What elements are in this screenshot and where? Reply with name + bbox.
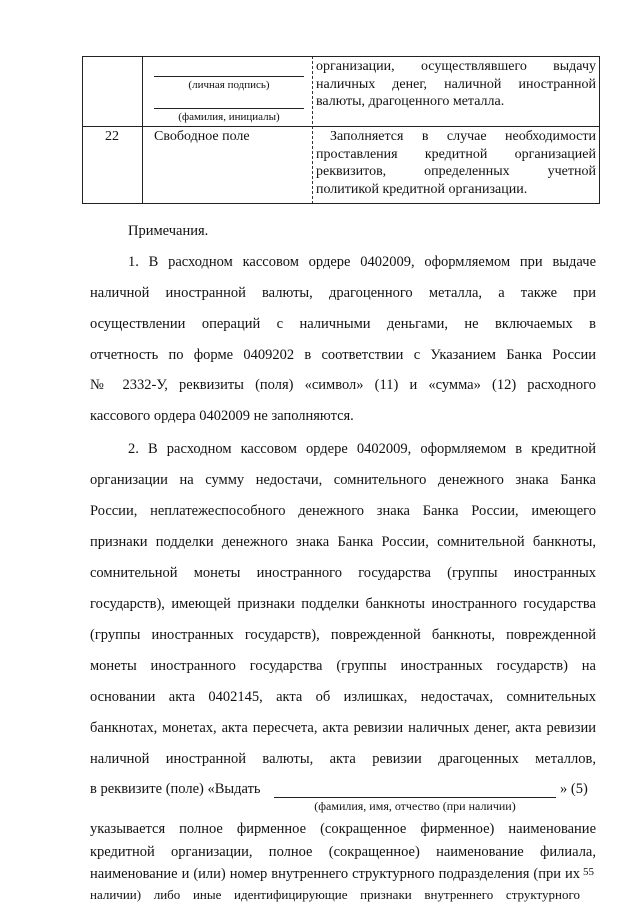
note1-line: № 2332-У, реквизиты (поля) «символ» (11) и «сумма» (12) расходного (90, 377, 596, 393)
note2-line: банкнотах, монетах, акта пересчета, акта ревизии наличных денег, акта ревизии (90, 720, 596, 736)
table-border-right (599, 56, 600, 204)
table-row-divider (82, 126, 600, 127)
description-line: наличных денег, наличной иностранной (316, 76, 596, 92)
continuation-line: кредитной организации, полное (сокращенное) наименование филиала, (90, 844, 596, 860)
issue-field-prefix: в реквизите (поле) «Выдать (90, 781, 261, 797)
note2-line: наличной иностранной валюты, акта ревизии драгоценных металлов, (90, 751, 596, 767)
note1-line: наличной иностранной валюты, драгоценного металла, а также при (90, 285, 596, 301)
continuation-line: указывается полное фирменное (сокращенное фирменное) наименование (90, 821, 596, 837)
page-number: 55 (583, 866, 594, 878)
note2-line: государств), имеющей признаки подделки банкноты иностранного государства (90, 596, 596, 612)
table-column-divider-dashed (312, 56, 314, 204)
description-line: реквизитов, определенных учетной (316, 164, 596, 179)
description-line: политикой кредитной организации. (316, 181, 528, 197)
signature-caption: (личная подпись) (188, 79, 270, 91)
note1-line: 1. В расходном кассовом ордере 0402009, оформляемом при выдаче (128, 254, 596, 270)
note1-line: осуществлении операций с наличными деньгами, не включаемых в (90, 316, 596, 332)
note2-line: монеты иностранного государства (группы иностранных государств) на (90, 658, 596, 674)
row22-description (316, 128, 596, 198)
issue-field-caption: (фамилия, имя, отчество (при наличии) (314, 799, 516, 813)
note1-line: отчетность по форме 0409202 в соответствии с Указанием Банка России (90, 347, 596, 363)
top-row-description (316, 58, 596, 111)
note2-line: организации на сумму недостачи, сомнительного денежного знака Банка (90, 472, 596, 488)
issue-field-suffix: » (5) (560, 781, 588, 797)
note1-line: кассового ордера 0402009 не заполняются. (90, 408, 354, 424)
field-name: Свободное поле (154, 129, 250, 144)
name-line (154, 108, 304, 109)
requisites-table (82, 56, 600, 204)
note2-line: 2. В расходном кассовом ордере 0402009, оформляемом в кредитной (128, 441, 596, 457)
note2-line: (группы иностранных государств), поврежденной банкноты, поврежденной (90, 627, 596, 643)
description-line: проставления кредитной организацией (316, 146, 596, 162)
continuation-line: наличии) либо иные идентифицирующие признаки внутреннего структурного (90, 887, 580, 902)
continuation-line: наименование и (или) номер внутреннего структурного подразделения (при их (90, 866, 580, 882)
description-line: Заполняется в случае необходимости (330, 129, 596, 144)
description-line: валюты, драгоценного металла. (316, 94, 505, 109)
note2-line: основании акта 0402145, акта об излишках, недостачах, сомнительных (90, 689, 596, 705)
notes-heading: Примечания. (128, 223, 209, 239)
issue-field-underline (274, 797, 556, 798)
signature-line (154, 76, 304, 77)
description-line: организации, осуществлявшего выдачу (316, 59, 596, 74)
name-caption: (фамилия, инициалы) (178, 111, 280, 123)
row-number: 22 (105, 129, 119, 144)
table-column-divider (142, 56, 143, 204)
table-top-border (82, 56, 600, 57)
note2-line: признаки подделки денежного знака Банка России, сомнительной банкноты, (90, 534, 596, 550)
table-bottom-border (82, 203, 600, 204)
note2-line: России, неплатежеспособного денежного знака Банка России, имеющего (90, 503, 596, 519)
note2-line: сомнительной монеты иностранного государства (группы иностранных (90, 565, 596, 581)
